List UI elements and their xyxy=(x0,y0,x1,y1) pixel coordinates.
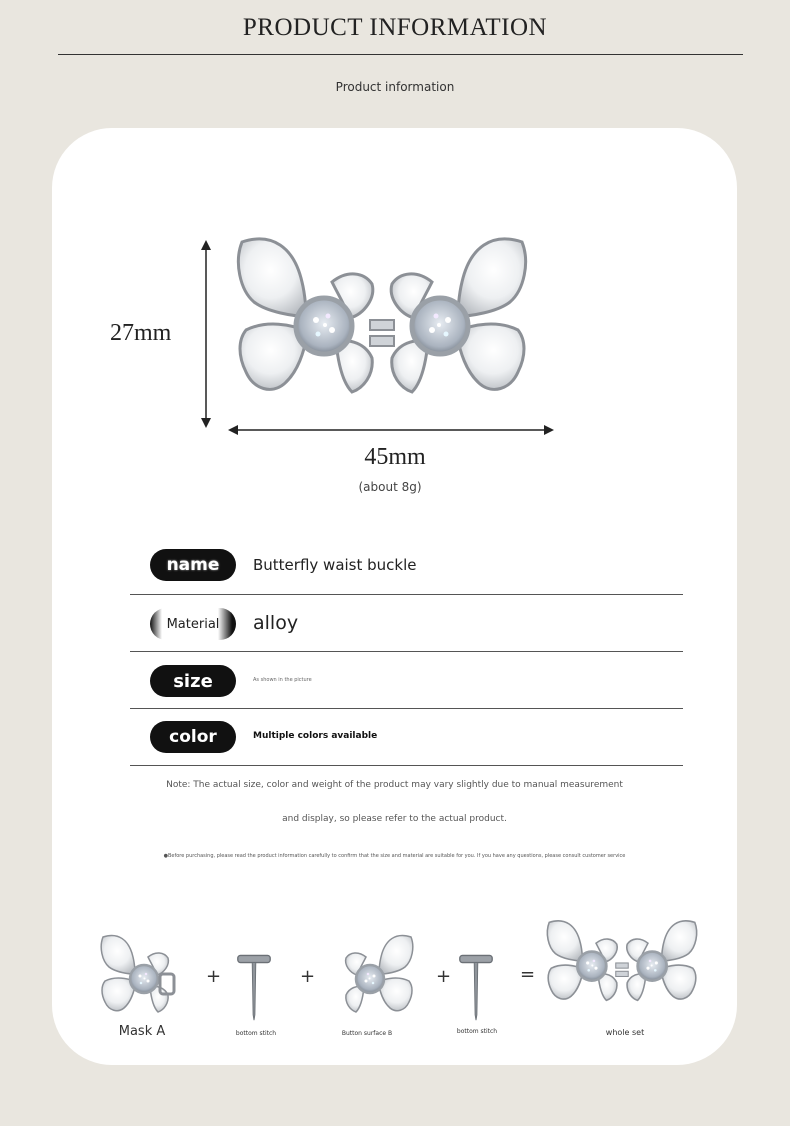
spec-key-name: name xyxy=(150,549,236,581)
spec-row-size xyxy=(130,651,683,709)
width-arrow xyxy=(228,423,554,437)
spec-row-material xyxy=(130,594,683,652)
mask-a-image xyxy=(98,932,178,1022)
bottom-stitch-image-2 xyxy=(458,950,494,1022)
equals-sign: = xyxy=(520,964,536,985)
part-label-bottom-stitch-2: bottom stitch xyxy=(456,1028,498,1035)
part-label-mask-a: Mask A xyxy=(118,1024,166,1039)
plus-sign-2: + xyxy=(300,966,316,987)
spec-key-material: Material xyxy=(150,608,236,640)
button-surface-b-image xyxy=(336,932,416,1022)
part-label-button-surface-b: Button surface B xyxy=(341,1030,393,1037)
bottom-stitch-image-1 xyxy=(236,950,272,1022)
spec-value-name: Butterfly waist buckle xyxy=(253,556,417,574)
page-title: PRODUCT INFORMATION xyxy=(242,14,548,41)
title-divider xyxy=(58,54,743,55)
height-label: 27mm xyxy=(110,320,172,346)
spec-row-name xyxy=(130,537,683,595)
note-line-2: and display, so please refer to the actual product. xyxy=(282,814,507,824)
butterfly-buckle-image xyxy=(232,232,532,412)
weight-label: (about 8g) xyxy=(358,480,422,494)
width-label: 45mm xyxy=(364,444,426,470)
spec-value-color: Multiple colors available xyxy=(253,731,378,741)
part-label-whole-set: whole set xyxy=(605,1028,645,1037)
plus-sign-3: + xyxy=(436,966,452,987)
page-subtitle: Product information xyxy=(335,80,455,94)
height-arrow xyxy=(198,240,214,428)
part-label-bottom-stitch-1: bottom stitch xyxy=(235,1030,277,1037)
spec-key-size: size xyxy=(150,665,236,697)
spec-key-color: color xyxy=(150,721,236,753)
spec-value-material: alloy xyxy=(253,612,299,634)
spec-row-color xyxy=(130,708,683,766)
note-line-1: Note: The actual size, color and weight of the product may vary slightly due to manual measurement xyxy=(166,780,623,790)
whole-set-image xyxy=(544,916,700,1012)
note-line-3: ●Before purchasing, please read the product information carefully to confirm that the size and material are suitable for you. If you have any questions, please consult customer service xyxy=(163,853,626,859)
plus-sign-1: + xyxy=(206,966,222,987)
spec-value-size: As shown in the picture xyxy=(253,677,312,683)
